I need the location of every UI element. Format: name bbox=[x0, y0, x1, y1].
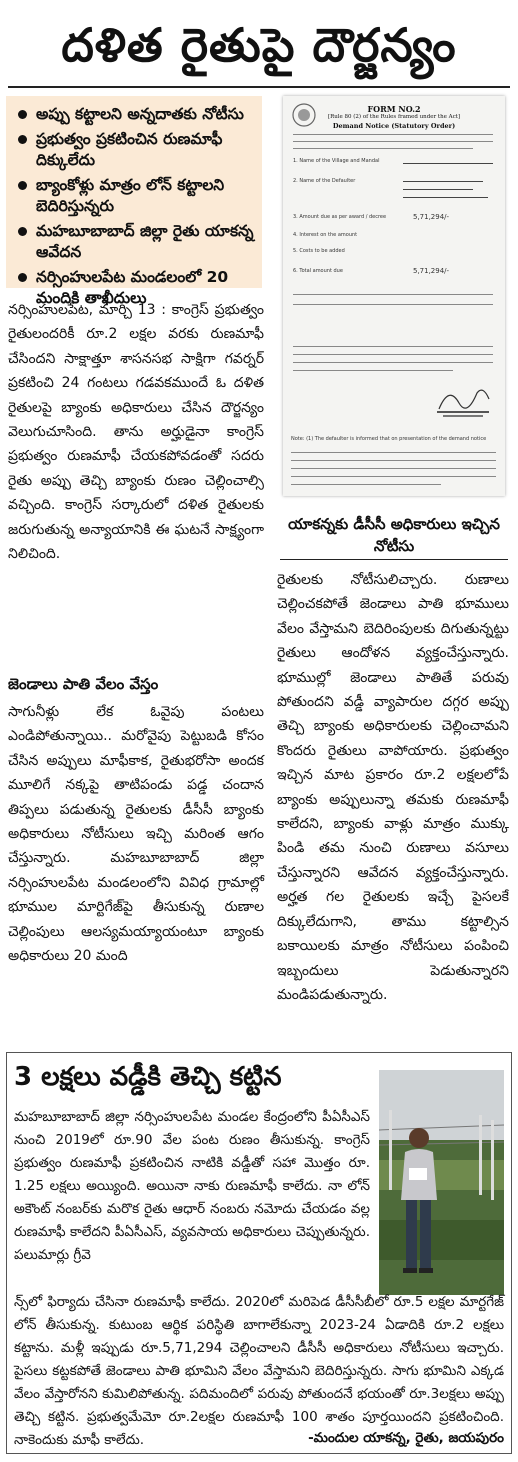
testimonial-credit: -మందుల యాకన్న, రైతు, జయపురం bbox=[308, 1430, 504, 1446]
highlight-item: ప్రభుత్వం ప్రకటించిన రుణమాఫీ దిక్కులేదు bbox=[14, 129, 254, 172]
highlight-item: బ్యాంకోళ్లు మాత్రం లోన్ కట్టాలని బెదిరిస్తున్నరు bbox=[14, 175, 254, 218]
bullet-icon bbox=[18, 227, 27, 236]
form-line bbox=[403, 197, 488, 198]
body-text: న్స్‌లో ఫిర్యాదు చేసినా రుణమాఫీ కాలేదు. 2020లో మరిపెడ డీసీసీబీలో రూ.5 లక్షల మార్టగేజ్ లోన్ తీసుకున్న. కుటుంబ ఆర్థిక పరిస్థితి బాగాలేకున్నా 2023-24 ఏడాదికి రూ.2 లక్షలు కట్టాను. మళ్లీ ఇప్పుడు రూ.5,71,294 చెల్లించాలని డీసీసీ అధికారులు నోటీసులు ఇచ్చారు. పైసలు కట్టకపోతే జెండాలు పాతి భూమిని వేలం వేస్తామని బెదిరిస్తున్నరు. సాగు భూమిని ఎక్కడ వేలం వేస్తారోనని కుమిలిపోతున్న. పదిమందిలో పరువు పోతుందనే భయంతో రూ.3లక్షలు అప్పు తెచ్చి కట్టిన. ప్రభుత్వమేమో రూ.2లక్షల రుణమాఫీ 100 శాతం పూర్తయిందని ప్రకటించింది. నాకెందుకు మాఫీ కాలేదు. bbox=[14, 1294, 504, 1448]
highlight-item: మహబూబాబాద్ జిల్లా రైతు యాకన్న ఆవేదన bbox=[14, 221, 254, 264]
form-line bbox=[293, 148, 473, 149]
form-line bbox=[291, 452, 496, 453]
form-title: FORM NO.2 bbox=[367, 104, 421, 114]
farmer-photo-illustration bbox=[379, 1070, 504, 1295]
bullet-icon bbox=[18, 181, 27, 190]
bullet-icon bbox=[18, 135, 27, 144]
form-line bbox=[293, 141, 493, 142]
subheading: జెండాలు పాతి వేలం వేస్తం bbox=[8, 675, 159, 693]
form-line bbox=[291, 460, 496, 461]
bullet-icon bbox=[18, 110, 27, 119]
testimonial-title: 3 లక్షలు వడ్డీకి తెచ్చి కట్టిన bbox=[14, 1062, 282, 1092]
form-line bbox=[293, 304, 493, 305]
form-line bbox=[403, 181, 483, 182]
body-text: నర్సింహులపేట, మార్చి 13 : కాంగ్రెస్ ప్రభుత్వం రైతులందరికీ రూ.2 లక్షల వరకు రుణమాఫీ చేసిందని సాక్షాత్తూ శాసనసభ సాక్షిగా గవర్నర్ ప్రకటించి 24 గంటలు గడవకముందే ఓ దళిత రైతులపై బ్యాంకు అధికారులు చేసిన దౌర్జన్యం వెలుగుచూసింది. తాను అర్హుడైనా కాంగ్రెస్ ప్రభుత్వం రుణమాఫీ చేయకపోవడంతో సదరు రైతు అప్పు తెచ్చి బ్యాంకు రుణం చెల్లించాల్సి వచ్చింది. కాంగ్రెస్ సర్కారులో దళిత రైతులకు జరుగుతున్న అన్యాయానికి ఈ ఘటనే సాక్ష్యంగా నిలిచింది. bbox=[8, 302, 264, 563]
form-field-value: 5,71,294/- bbox=[413, 267, 450, 275]
highlight-item: అప్పు కట్టాలని అన్నదాతకు నోటీసు bbox=[14, 104, 254, 126]
form-field-label: 5. Costs to be added bbox=[293, 248, 345, 254]
form-line bbox=[293, 346, 493, 347]
form-field-label: 1. Name of the Village and Mandal bbox=[293, 158, 380, 164]
highlights-box bbox=[6, 96, 262, 307]
form-line bbox=[291, 468, 496, 469]
body-text: మహబూబాబాద్ జిల్లా నర్సింహులపేట మండల కేంద్రంలోని పీఏసీఎస్ నుంచి 2019లో రూ.90 వేల పంట రుణం తీసుకున్న. కాంగ్రెస్ ప్రభుత్వం రుణమాఫీ ప్రకటించిన నాటికి వడ్డీతో సహా మొత్తం రూ. 1.25 లక్షలు అయ్యింది. అయినా నాకు రుణమాఫీ కాలేదు. నా లోన్ అకౌంట్ నంబర్‌కు మరొక రైతు ఆధార్ నంబరు నమోదు చేయడం వల్ల రుణమాఫీ కాలేదని పీఏసీఎస్, వ్యవసాయ అధికారులు చెప్పుతున్నరు. పలుమార్లు గ్రీవె bbox=[14, 1109, 370, 1263]
form-heading: Demand Notice (Statutory Order) bbox=[332, 122, 456, 130]
body-text: రైతులకు నోటీసులిచ్చారు. రుణాలు చెల్లించకపోతే జెండాలు పాతి భూములు వేలం వేస్తామని బెదిరింపులకు దిగుతున్నట్టు రైతులు ఆందోళన వ్యక్తంచేస్తున్నారు. భూముల్లో జెండాలు పాతితే పరువు పోతుందని వడ్డీ వ్యాపారుల దగ్గర అప్పు తెచ్చి బ్యాంకు అధికారులకు చెల్లించామని కొందరు రైతులు వాపోయారు. ప్రభుత్వం ఇచ్చిన మాట ప్రకారం రూ.2 లక్షలలోపే బ్యాంకు అప్పులున్నా తమకు రుణమాఫీ కాలేదని, బ్యాంకు వాళ్లు మాత్రం ముక్కు పిండి తమ నుంచి రుణాలు వసూలు చేస్తున్నారని ఆవేదన వ్యక్తంచేస్తున్నారు. అర్హత గల రైతులకు ఇచ్చే పైసలకే దిక్కులేదుగాని, తాము కట్టాల్సిన బకాయిలకు మాత్రం నోటీసులు పంపించి ఇబ్బందులు పెడుతున్నారని మండిపడుతున్నారు. bbox=[277, 572, 509, 1003]
form-field-label: 3. Amount due as per award / decree bbox=[293, 214, 387, 220]
right-column bbox=[277, 568, 509, 1007]
form-subtitle: [Rule 80 (2) of the Rules framed under the Act] bbox=[327, 114, 461, 120]
headline-rule bbox=[8, 86, 510, 88]
form-field-label: 4. Interest on the amount bbox=[293, 232, 358, 238]
form-line bbox=[293, 134, 493, 135]
form-line bbox=[291, 484, 441, 485]
form-line bbox=[403, 163, 493, 164]
form-line bbox=[403, 189, 473, 190]
form-line bbox=[293, 370, 453, 371]
form-line bbox=[293, 294, 493, 295]
form-field-label: 6. Total amount due bbox=[293, 268, 343, 274]
seal-icon bbox=[291, 102, 317, 128]
form-field-label: 2. Name of the Defaulter bbox=[293, 178, 356, 184]
form-field-value: 5,71,294/- bbox=[413, 213, 450, 221]
officer-stamp-icon bbox=[433, 381, 493, 421]
form-line bbox=[293, 362, 493, 363]
left-paragraph-1 bbox=[8, 298, 264, 566]
bullet-icon bbox=[18, 273, 27, 282]
farmer-photo bbox=[379, 1070, 504, 1295]
body-text: సాగునీళ్లు లేక ఓవైపు పంటలు ఎండిపోతున్నాయి.. మరోవైపు పెట్టుబడి కోసం చేసిన అప్పులు మాఫీకాక, రైతుభరోసా అందక మూలిగే నక్కపై తాటిపండు పడ్డ చందాన తిప్పలు పడుతున్న రైతులకు డీసీసీ బ్యాంకు అధికారులు నోటీసులు ఇచ్చి మరింత ఆగం చేస్తున్నారు. మహబూబాబాద్ జిల్లా నర్సింహులపేట మండలంలోని వివిధ గ్రామాల్లో భూముల మార్టిగేజ్‌పై తీసుకున్న రుణాల చెల్లింపులు ఆలస్యమయ్యాయంటూ బ్యాంకు అధికారులు 20 మంది bbox=[8, 704, 264, 965]
caption-rule bbox=[280, 559, 508, 560]
testimonial-text-bottom bbox=[14, 1291, 504, 1452]
form-footer: Note: (1) The defaulter is informed that on presentation of the demand notice bbox=[291, 436, 487, 442]
highlight-item: నర్సింహులపేట మండలంలో 20 మందికి తాఖీదులు bbox=[14, 267, 254, 310]
headline: దళిత రైతుపై దౌర్జన్యం bbox=[61, 18, 457, 72]
form-line bbox=[293, 354, 493, 355]
form-line bbox=[291, 476, 496, 477]
notice-image bbox=[283, 96, 505, 496]
notice-caption: యాకన్నకు డీసీసీ అధికారులు ఇచ్చిన నోటీసు bbox=[288, 515, 500, 555]
testimonial-text-top bbox=[14, 1106, 370, 1267]
left-paragraph-2 bbox=[8, 700, 264, 968]
